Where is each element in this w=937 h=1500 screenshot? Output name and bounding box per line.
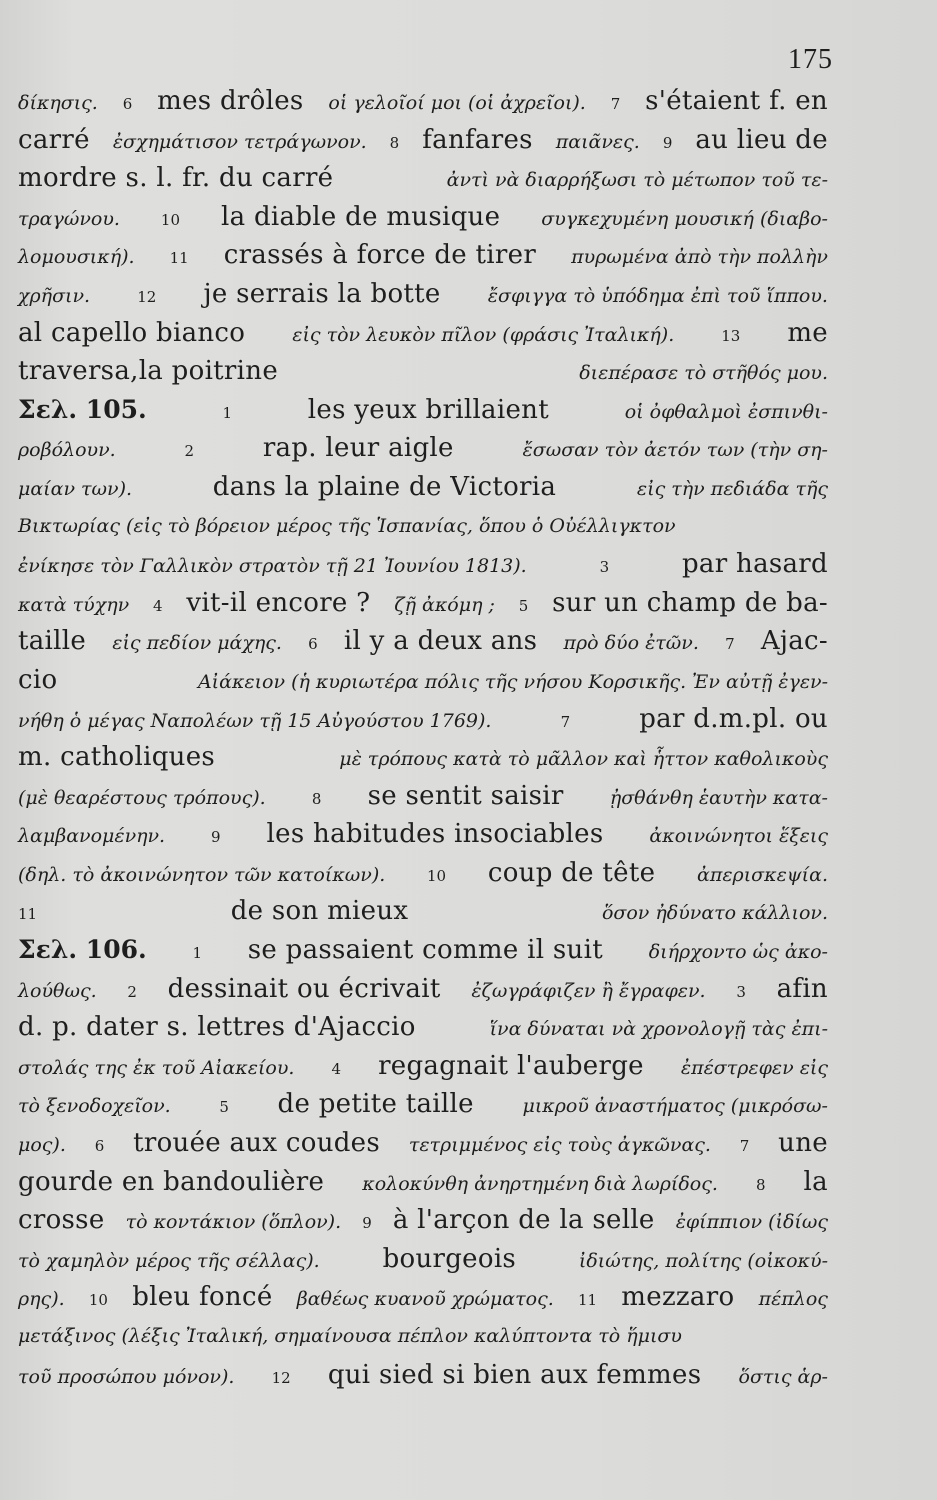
note-number: 7 <box>610 95 621 113</box>
greek-gloss: (μὲ θεαρέστους τρόπους). <box>18 786 266 809</box>
french-phrase: crassés à force de tirer <box>223 240 537 271</box>
note-number: 9 <box>362 1214 372 1233</box>
french-phrase: par hasard <box>681 549 828 580</box>
greek-gloss: ἐνίκησε τὸν Γαλλικὸν στρατὸν τῇ 21 Ἰουνίου 1813). <box>18 555 527 578</box>
french-phrase: Ajac- <box>760 626 828 657</box>
text-line <box>18 1047 828 1086</box>
french-phrase: qui sied si bien aux femmes <box>327 1359 702 1390</box>
greek-gloss: οἱ γελοῖοί μοι (οἱ ἀχρεῖοι). <box>328 92 586 114</box>
note-number: 5 <box>518 596 529 615</box>
greek-gloss: τετριμμένος εἰς τοὺς ἀγκῶνας. <box>408 1134 711 1157</box>
french-phrase: dessinait ou écrivait <box>167 973 441 1004</box>
greek-gloss: ρης). <box>18 1288 65 1311</box>
text-line <box>18 198 828 237</box>
text-line <box>18 854 828 893</box>
greek-gloss: κατὰ τύχην <box>18 593 130 616</box>
greek-gloss: ροβόλουν. <box>18 439 116 462</box>
note-number: 7 <box>739 1137 750 1156</box>
greek-gloss: διήρχοντο ὡς ἀκο- <box>648 941 828 964</box>
text-line <box>18 1278 828 1317</box>
french-phrase: à l'arçon de la selle <box>392 1205 655 1236</box>
greek-gloss: οἱ ὀφθαλμοὶ ἐσπινθι- <box>624 400 828 423</box>
french-phrase: regagnait l'auberge <box>378 1050 644 1081</box>
greek-gloss: ἵνα δύναται νὰ χρονολογῇ τὰς ἐπι- <box>489 1018 828 1041</box>
french-phrase: une <box>778 1128 828 1159</box>
text-line <box>18 1008 828 1047</box>
text-line <box>18 352 828 391</box>
french-phrase: de son mieux <box>230 896 409 927</box>
note-number: 6 <box>308 635 318 654</box>
text-line <box>18 121 828 160</box>
french-phrase: me <box>787 317 828 348</box>
text-line <box>18 314 828 353</box>
greek-gloss: ἐπέστρεφεν εἰς <box>680 1056 828 1079</box>
greek-gloss: συγκεχυμένη μουσική (διαβο- <box>541 207 828 230</box>
note-number: 12 <box>137 287 157 306</box>
text-line <box>18 1163 828 1202</box>
greek-gloss: ᾐσθάνθη ἑαυτὴν κατα- <box>609 786 828 809</box>
greek-gloss: ἀπερισκεψία. <box>697 863 828 886</box>
french-phrase: sur un champ de ba- <box>552 587 828 618</box>
text-line <box>18 429 828 468</box>
french-phrase: vit-il encore ? <box>186 587 371 618</box>
text-line <box>18 931 828 970</box>
greek-gloss: ἀκοινώνητοι ἕξεις <box>649 825 828 848</box>
french-phrase: crosse <box>18 1205 105 1236</box>
greek-gloss: Βικτωρίας (εἰς τὸ βόρειον μέρος τῆς Ἱσπανίας, ὅπου ὁ Οὐέλλιγκτον <box>18 514 676 537</box>
french-phrase: je serrais la botte <box>203 278 441 309</box>
greek-gloss: μετάξινος (λέξις Ἰταλική, σημαίνουσα πέπλον καλύπτοντα τὸ ἥμισυ <box>18 1325 682 1347</box>
greek-gloss: πρὸ δύο ἐτῶν. <box>563 632 699 655</box>
note-number: 8 <box>311 789 322 808</box>
french-phrase: m. catholiques <box>18 742 216 773</box>
note-number: 6 <box>94 1137 105 1156</box>
text-line <box>18 82 828 121</box>
text-line <box>18 275 828 314</box>
french-phrase: bleu foncé <box>132 1282 273 1313</box>
text-line <box>18 622 828 661</box>
greek-gloss: ἐσχημάτισον τετράγωνον. <box>112 130 367 153</box>
french-phrase: al capello bianco <box>18 317 246 348</box>
greek-gloss: ἐζωγράφιζεν ἢ ἔγραφεν. <box>471 979 706 1002</box>
text-line <box>18 700 828 739</box>
french-phrase: taille <box>18 626 87 657</box>
french-phrase: fanfares <box>422 124 533 155</box>
text-line <box>18 1240 828 1279</box>
note-number: 11 <box>18 905 38 924</box>
greek-gloss: τραγώνου. <box>18 207 120 230</box>
note-number: 7 <box>725 635 735 654</box>
note-number: 8 <box>755 1175 766 1194</box>
greek-gloss: τοῦ προσώπου μόνον). <box>18 1365 235 1388</box>
french-phrase: la diable de musique <box>220 201 501 232</box>
note-number: 12 <box>271 1368 291 1387</box>
french-phrase: mezzaro <box>621 1282 735 1313</box>
greek-gloss: τὸ κοντάκιον (ὅπλον). <box>125 1211 342 1234</box>
french-phrase: afin <box>776 973 828 1004</box>
greek-gloss: τὸ ξενοδοχεῖον. <box>18 1095 171 1118</box>
text-line <box>18 1356 828 1395</box>
text-line <box>18 777 828 816</box>
text-line <box>18 970 828 1009</box>
text-line <box>18 507 828 546</box>
french-phrase: mordre s. l. fr. du carré <box>18 163 334 194</box>
greek-gloss: εἰς πεδίον μάχης. <box>112 632 282 655</box>
french-phrase: rap. leur aigle <box>262 433 454 464</box>
text-line <box>18 1317 828 1356</box>
greek-gloss: ὅσον ἠδύνατο κάλλιον. <box>601 902 828 925</box>
text-line <box>18 1085 828 1124</box>
note-number: 5 <box>219 1098 229 1117</box>
note-number: 1 <box>222 403 233 422</box>
french-phrase: dans la plaine de Victoria <box>212 471 557 502</box>
greek-gloss: μὲ τρόπους κατὰ τὸ μᾶλλον καὶ ἧττον καθολικοὺς <box>339 748 828 771</box>
french-phrase: les habitudes insociables <box>266 819 604 850</box>
note-number: 3 <box>736 982 746 1001</box>
note-number: 6 <box>122 95 133 113</box>
note-number: 11 <box>169 249 189 268</box>
text-line <box>18 545 828 584</box>
text-line <box>18 1124 828 1163</box>
text-line <box>18 468 828 507</box>
french-phrase: trouée aux coudes <box>133 1128 381 1159</box>
greek-gloss: μαίαν των). <box>18 477 133 500</box>
greek-gloss: (δηλ. τὸ ἀκοινώνητον τῶν κατοίκων). <box>18 863 386 886</box>
greek-gloss: ζῇ ἀκόμη ; <box>394 593 495 616</box>
note-number: 10 <box>88 1291 108 1310</box>
greek-gloss: πυρωμένα ἀπὸ τὴν πολλὴν <box>571 246 828 269</box>
note-number: 10 <box>427 866 447 885</box>
french-phrase: bourgeois <box>382 1243 517 1274</box>
note-number: 2 <box>127 982 137 1001</box>
greek-gloss: ἔσφιγγα τὸ ὑπόδημα ἐπὶ τοῦ ἵππου. <box>487 284 828 307</box>
greek-gloss: δίκησις. <box>18 92 98 114</box>
note-number: 3 <box>599 558 610 577</box>
french-phrase: de petite taille <box>277 1089 474 1120</box>
french-phrase: coup de tête <box>487 857 656 888</box>
french-phrase: traversa,la poitrine <box>18 356 279 387</box>
note-number: 1 <box>192 944 202 963</box>
section-heading: Σελ. 105. <box>18 394 147 424</box>
greek-gloss: λούθως. <box>18 979 97 1002</box>
text-line <box>18 584 828 623</box>
greek-gloss: μικροῦ ἀναστήματος (μικρόσω- <box>522 1095 828 1118</box>
text-line <box>18 159 828 198</box>
greek-gloss: εἰς τὴν πεδιάδα τῆς <box>636 477 828 500</box>
body-text <box>18 82 828 1394</box>
text-line <box>18 738 828 777</box>
note-number: 11 <box>577 1291 598 1310</box>
text-line <box>18 892 828 931</box>
greek-gloss: στολάς της ἐκ τοῦ Αἰακείου. <box>18 1056 295 1079</box>
note-number: 9 <box>211 828 221 847</box>
greek-gloss: ἰδιώτης, πολίτης (οἰκοκύ- <box>578 1249 828 1272</box>
note-number: 4 <box>153 596 163 615</box>
french-phrase: cio <box>18 664 58 695</box>
note-number: 9 <box>662 133 673 152</box>
greek-gloss: εἰς τὸν λευκὸν πῖλον (φράσις Ἰταλική). <box>292 323 675 346</box>
note-number: 4 <box>331 1059 342 1078</box>
greek-gloss: ἔσωσαν τὸν ἀετόν των (τὴν ση- <box>522 439 828 462</box>
french-phrase: d. p. dater s. lettres d'Ajaccio <box>18 1012 416 1043</box>
text-line <box>18 236 828 275</box>
note-number: 8 <box>389 133 400 152</box>
greek-gloss: λαμβανομένην. <box>18 825 166 848</box>
french-phrase: s'étaient f. en <box>645 86 828 116</box>
note-number: 10 <box>160 210 181 229</box>
greek-gloss: νήθη ὁ μέγας Ναπολέων τῇ 15 Αὐγούστου 1769). <box>18 709 492 732</box>
greek-gloss: χρῆσιν. <box>18 284 91 307</box>
greek-gloss: ὅστις ἁρ- <box>738 1365 828 1388</box>
greek-gloss: ἀντὶ νὰ διαρρήξωσι τὸ μέτωπον τοῦ τε- <box>446 169 828 192</box>
greek-gloss: πέπλος <box>758 1288 828 1311</box>
french-phrase: se passaient comme il suit <box>247 935 603 966</box>
french-phrase: par d.m.pl. ou <box>639 703 828 734</box>
french-phrase: mes drôles <box>157 86 304 116</box>
note-number: 2 <box>184 442 195 461</box>
greek-gloss: λομουσική). <box>18 246 135 269</box>
text-line <box>18 661 828 700</box>
text-line <box>18 1201 828 1240</box>
greek-gloss: Αἰάκειον (ἡ κυριωτέρα πόλις τῆς νήσου Κορσικῆς. Ἐν αὐτῇ ἐγεν- <box>197 670 828 693</box>
french-phrase: se sentit saisir <box>367 780 564 811</box>
note-number: 7 <box>560 712 571 731</box>
french-phrase: il y a deux ans <box>343 626 538 657</box>
french-phrase: carré <box>18 124 90 155</box>
french-phrase: gourde en bandoulière <box>18 1166 325 1197</box>
french-phrase: la <box>803 1166 828 1197</box>
greek-gloss: βαθέως κυανοῦ χρώματος. <box>296 1288 554 1311</box>
greek-gloss: μος). <box>18 1134 66 1157</box>
text-line <box>18 815 828 854</box>
greek-gloss: τὸ χαμηλὸν μέρος τῆς σέλλας). <box>18 1249 320 1272</box>
text-line <box>18 391 828 430</box>
section-heading: Σελ. 106. <box>18 935 147 965</box>
french-phrase: les yeux brillaient <box>307 394 549 425</box>
note-number: 13 <box>721 326 741 345</box>
greek-gloss: κολοκύνθη ἀνηρτημένη διὰ λωρίδος. <box>362 1172 718 1195</box>
greek-gloss: παιᾶνες. <box>555 130 640 153</box>
greek-gloss: διεπέρασε τὸ στῆθός μου. <box>579 362 828 385</box>
french-phrase: au lieu de <box>695 124 828 155</box>
greek-gloss: ἐφίππιον (ἰδίως <box>675 1211 828 1234</box>
page-number: 175 <box>788 44 833 75</box>
